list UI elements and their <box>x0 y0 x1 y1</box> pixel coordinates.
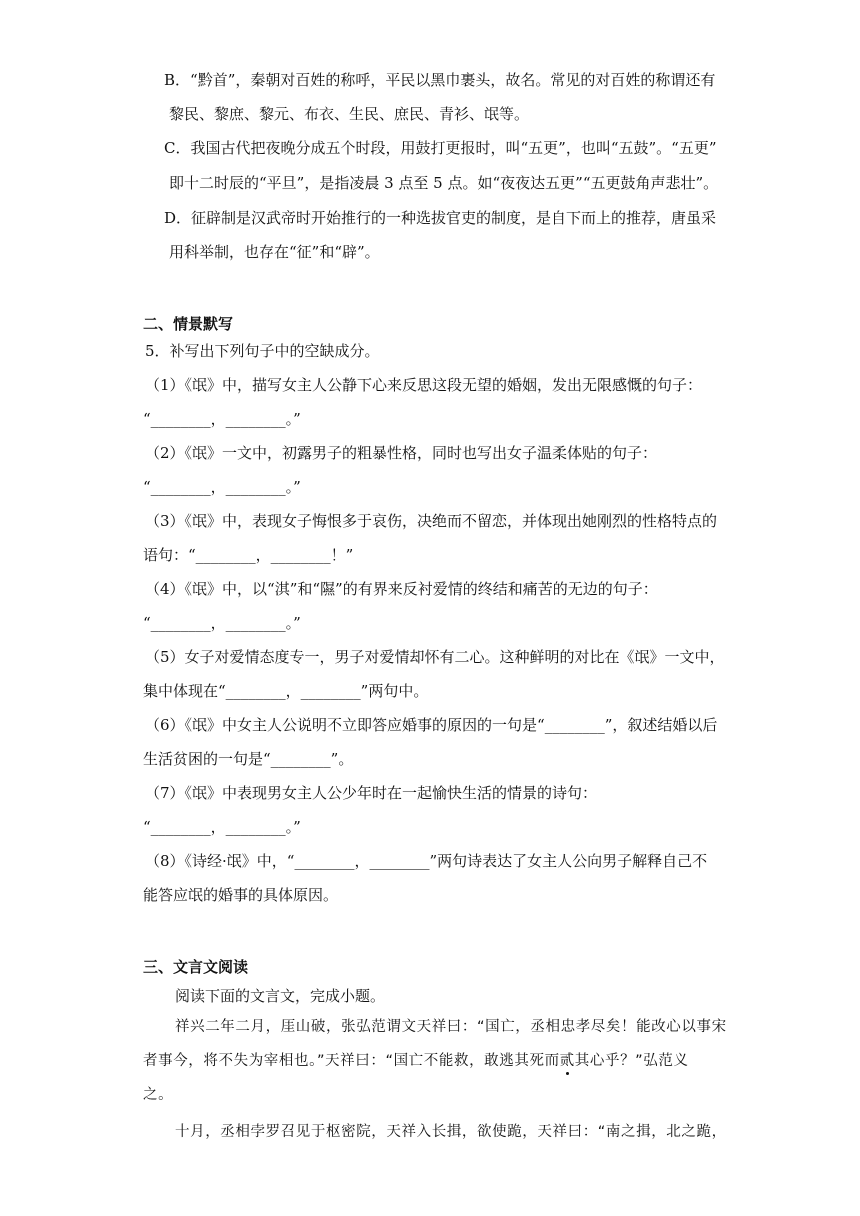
question-5-item-8-line-1: （8）《诗经·氓》中，“________，________”两句诗表达了女主人公向男子解释自己不 <box>145 852 708 870</box>
question-5-item-7-line-1: （7）《氓》中表现男女主人公少年时在一起愉快生活的情景的诗句： <box>145 784 598 802</box>
reading-instruction: 阅读下面的文言文，完成小题。 <box>175 987 386 1005</box>
section-3-title: 三、文言文阅读 <box>143 958 249 976</box>
emphasized-character: 贰 <box>559 1053 575 1069</box>
option-d-line-2: 用科举制，也存在“征”和“辟”。 <box>169 243 380 261</box>
question-5-item-4-line-1: （4）《氓》中，以“淇”和“隰”的有界来反衬爱情的终结和痛苦的无边的句子： <box>145 580 658 598</box>
question-5-item-2-line-1: （2）《氓》一文中，初露男子的粗暴性格，同时也写出女子温柔体贴的句子： <box>145 444 658 462</box>
question-5-item-1-line-1: （1）《氓》中，描写女主人公静下心来反思这段无望的婚姻，发出无限感慨的句子： <box>145 376 703 394</box>
section-2-title: 二、情景默写 <box>143 315 234 333</box>
option-b-line-2: 黎民、黎庶、黎元、布衣、生民、庶民、青衫、氓等。 <box>169 105 530 123</box>
passage-paragraph-1-line-1: 祥兴二年二月，厓山破，张弘范谓文天祥曰：“国亡，丞相忠孝尽矣！能改心以事宋 <box>175 1019 727 1035</box>
question-5-item-7-line-2: “________，________。” <box>143 818 301 836</box>
question-5-item-4-line-2: “________，________。” <box>143 614 301 632</box>
question-5-item-5-line-2: 集中体现在“________，________”两句中。 <box>143 682 429 700</box>
question-5-item-6-line-2: 生活贫困的一句是“________”。 <box>143 750 354 768</box>
question-5-intro: 5．补写出下列句子中的空缺成分。 <box>145 342 380 360</box>
option-b-line-1: B．“黔首”，秦朝对百姓的称呼，平民以黑巾裹头，故名。常见的对百姓的称谓还有 <box>164 71 716 89</box>
option-d-line-1: D．征辟制是汉武帝时开始推行的一种选拔官吏的制度，是自下而上的推荐，唐虽采 <box>164 209 717 227</box>
option-c-line-1: C．我国古代把夜晚分成五个时段，用鼓打更报时，叫“五更”，也叫“五鼓”。“五更” <box>164 139 717 157</box>
question-5-item-1-line-2: “________，________。” <box>143 410 301 428</box>
passage-paragraph-1-line-2 <box>143 1051 689 1071</box>
passage-text-segment: 者事今，将不失为宰相也。”天祥曰：“国亡不能救，敢逃其死而 <box>143 1053 560 1069</box>
question-5-item-3-line-1: （3）《氓》中，表现女子悔恨多于哀伤，决绝而不留恋，并体现出她刚烈的性格特点的 <box>145 512 718 530</box>
question-5-item-8-line-2: 能答应氓的婚事的具体原因。 <box>143 886 339 904</box>
option-c-line-2: 即十二时辰的“平旦”，是指凌晨 3 点至 5 点。如“夜夜达五更”“五更鼓角声悲壮”。 <box>169 174 719 192</box>
passage-text-segment: 其心乎？”弘范义 <box>574 1053 689 1069</box>
question-5-item-6-line-1: （6）《氓》中女主人公说明不立即答应婚事的原因的一句是“________”，叙述结婚以后 <box>145 716 718 734</box>
question-5-item-3-line-2: 语句：“________，________！” <box>143 546 354 564</box>
question-5-item-5-line-1: （5）女子对爱情态度专一，男子对爱情却怀有二心。这种鲜明的对比在《氓》一文中， <box>145 648 725 666</box>
question-5-item-2-line-2: “________，________。” <box>143 478 301 496</box>
passage-paragraph-1-line-3: 之。 <box>143 1087 174 1103</box>
passage-paragraph-2-line-1: 十月，丞相孛罗召见于枢密院，天祥入长揖，欲使跪，天祥曰：“南之揖，北之跪， <box>175 1124 727 1140</box>
